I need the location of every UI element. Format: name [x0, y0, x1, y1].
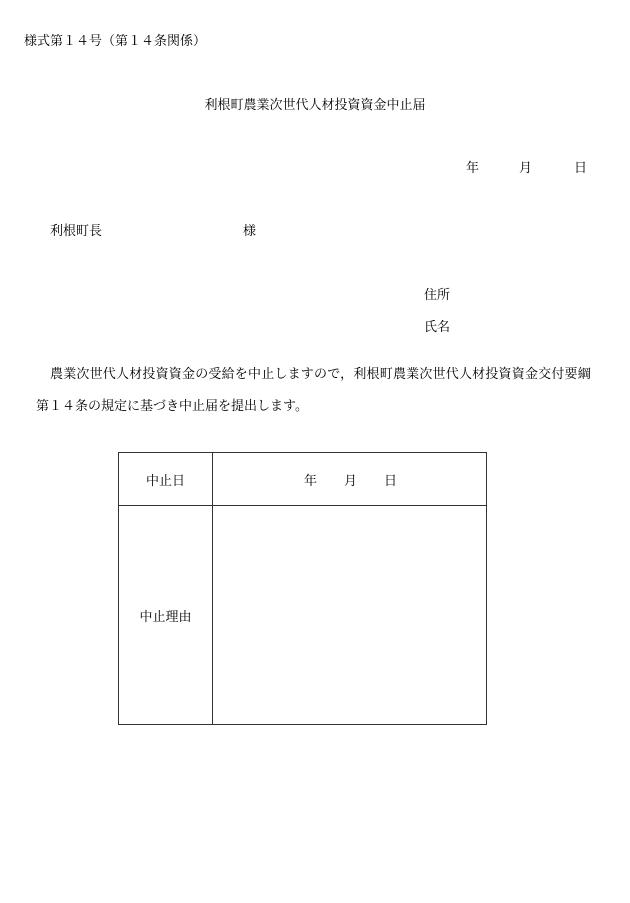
addressee-honorific: 様	[243, 224, 257, 239]
table-row-stop-date	[119, 453, 487, 506]
stop-date-label: 中止日	[119, 453, 213, 506]
addressee-name: 利根町長	[50, 224, 103, 239]
stop-reason-value-cell[interactable]	[213, 506, 487, 725]
stop-date-value	[213, 470, 486, 489]
stop-date-value-cell[interactable]	[213, 453, 487, 506]
stop-date-day-label: 日	[384, 473, 398, 489]
applicant-name-label: 氏名	[424, 320, 451, 335]
date-month-label: 月	[519, 161, 533, 176]
date-year-label: 年	[466, 161, 480, 176]
body-text-line-1: 農業次世代人材投資資金の受給を中止しますので，利根町農業次世代人材投資資金交付要綱	[50, 367, 591, 382]
body-text-line-2: 第１４条の規定に基づき中止届を提出します。	[36, 399, 308, 414]
stop-date-year-label: 年	[303, 473, 317, 489]
stop-date-month-label: 月	[343, 473, 357, 489]
date-day-label: 日	[574, 161, 588, 176]
document-title: 利根町農業次世代人材投資資金中止届	[204, 98, 426, 113]
stop-reason-label: 中止理由	[119, 506, 213, 725]
stop-info-table	[118, 452, 487, 725]
form-number: 様式第１４号（第１４条関係）	[24, 34, 207, 49]
applicant-address-label: 住所	[424, 288, 451, 303]
table-row-reason	[119, 506, 487, 725]
